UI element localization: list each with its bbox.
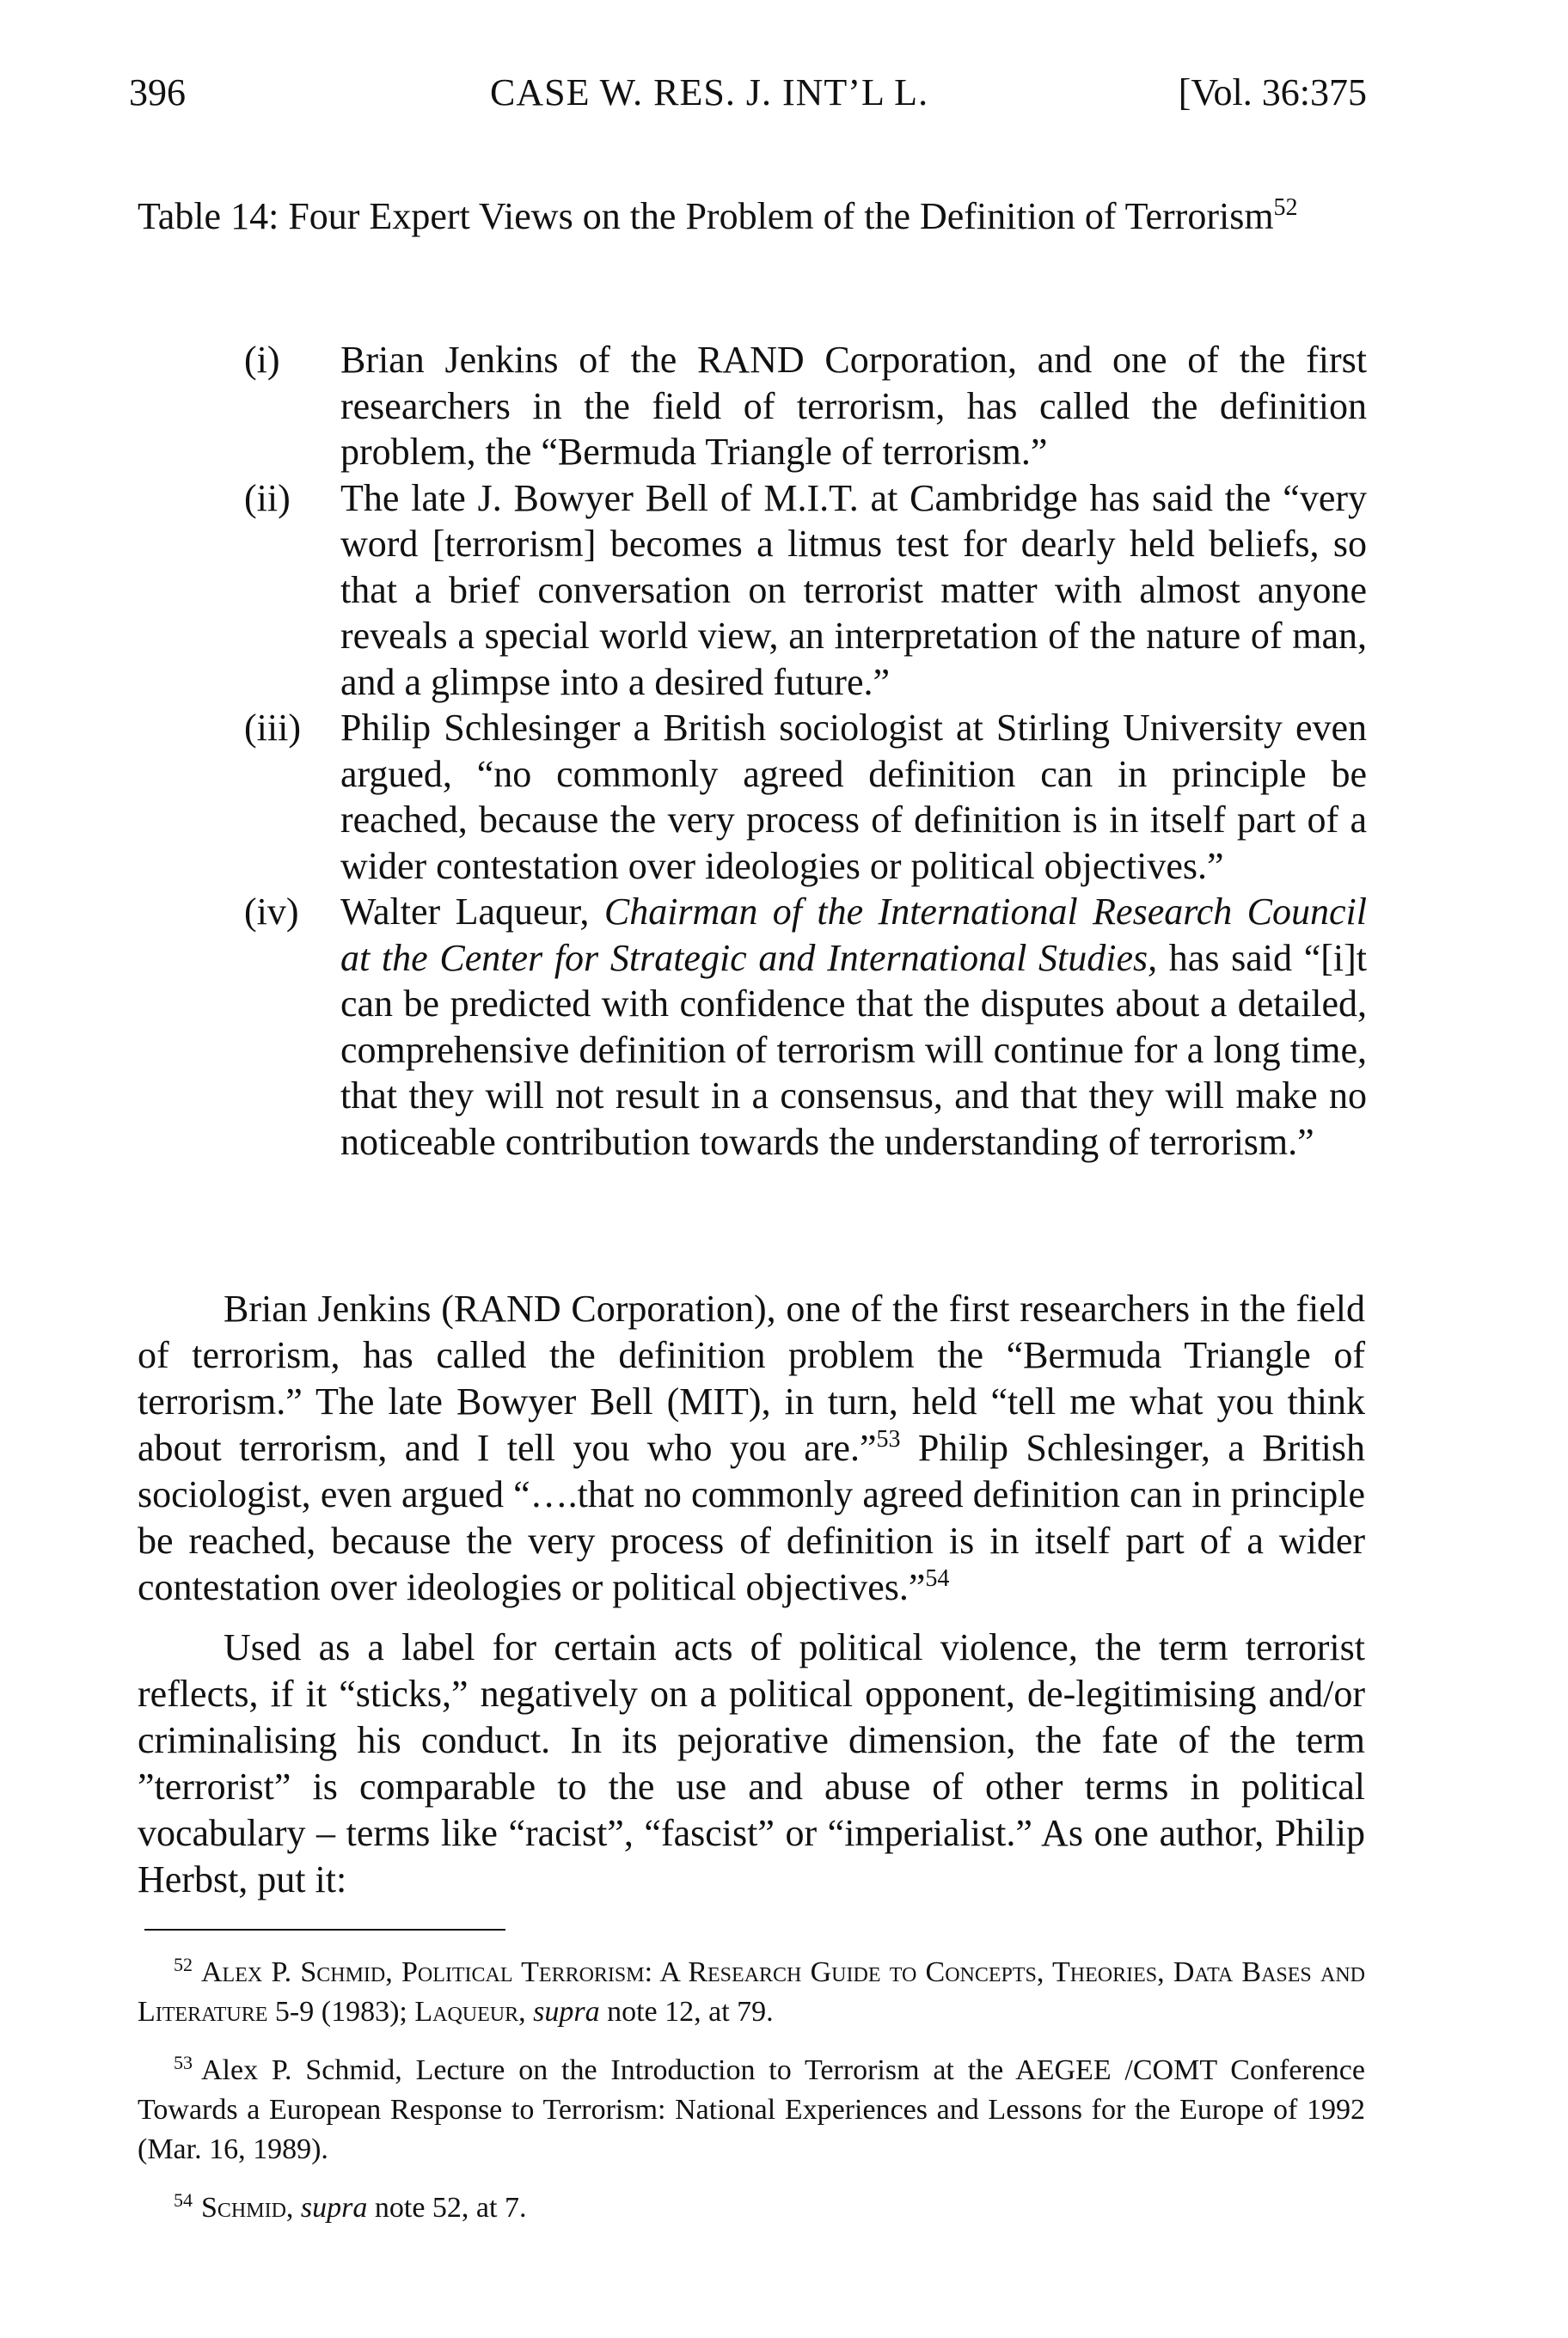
journal-title: CASE W. RES. J. INT’L L. <box>490 71 929 113</box>
footnotes <box>138 1953 1365 2247</box>
footnote-number: 54 <box>174 2189 193 2211</box>
body-paragraph <box>138 1286 1365 1611</box>
footnote-ref-54[interactable]: 54 <box>925 1565 950 1592</box>
footnote-ref-53[interactable]: 53 <box>876 1426 901 1453</box>
expert-views-list <box>138 337 1367 1165</box>
footnote-number: 53 <box>174 2052 193 2073</box>
footnote-supra: supra <box>525 1996 600 2028</box>
list-item-text <box>340 889 1367 1165</box>
footnote-citation: Alex P. Schmid, Lecture on the Introduction to Terrorism at the AEGEE /COMT Conference Towards a European Response to Terrorism: National Experiences and Lessons for the Europe of 1992 (Mar. 16, 1989). <box>138 2054 1365 2165</box>
list-item-title-italic: Chairman of the International Research Council at the Center for Strategic and International Studies, <box>340 891 1367 979</box>
list-marker: (i) <box>244 339 280 381</box>
list-item-text: The late J. Bowyer Bell of M.I.T. at Cambridge has said the “very word [terrorism] becomes a litmus test for dearly held beliefs, so that a brief conversation on terrorist matter with almost anyone reveals a special world view, an interpretation of the nature of man, and a glimpse into a desired future.” <box>340 476 1367 703</box>
footnote-54 <box>138 2188 1365 2228</box>
table-title <box>138 191 1358 242</box>
list-item-text-rest: has said “[i]t can be predicted with confidence that the disputes about a detailed, comprehensive definition of terrorism will continue for a long time, that they will not result in a consensus, and that they will make no noticeable contribution towards the understanding of terrorism.” <box>340 936 1368 1163</box>
list-marker: (iv) <box>244 891 299 933</box>
list-marker: (iii) <box>244 707 301 749</box>
footnote-citation: 5-9 (1983); <box>267 1996 415 2028</box>
page-number: 396 <box>129 71 186 113</box>
list-item-text-lead: Walter Laqueur, <box>340 891 604 933</box>
footnote-53 <box>138 2051 1365 2170</box>
footnote-52 <box>138 1953 1365 2032</box>
footnote-ref-52[interactable]: 52 <box>1273 194 1298 221</box>
footnote-citation: Schmid, <box>201 2192 294 2224</box>
volume-citation: [Vol. 36:375 <box>1178 71 1367 113</box>
list-item <box>138 475 1367 706</box>
footnote-number: 52 <box>174 1954 193 1975</box>
footnote-supra: supra <box>293 2192 368 2224</box>
body-paragraph: Used as a label for certain acts of political violence, the term terrorist reflects, if it “sticks,” negatively on a political opponent, de-legitimising and/or criminalising his conduct. In its pejorative dimension, the fate of the term ”terrorist” is comparable to the use and abuse of other terms in political vocabulary – terms like “racist”, “fascist” or “imperialist.” As one author, Philip Herbst, put it: <box>138 1626 1365 1900</box>
list-item-text: Brian Jenkins of the RAND Corporation, and one of the first researchers in the field of terrorism, has called the definition problem, the “Bermuda Triangle of terrorism.” <box>340 339 1367 473</box>
footnote-citation: note 12, at 79. <box>599 1996 774 2028</box>
list-item-text: Philip Schlesinger a British sociologist at Stirling University even argued, “no commonly agreed definition can in principle be reached, because the very process of definition is in itself part of a wider contestation over ideologies or political objectives.” <box>340 707 1367 887</box>
running-header <box>129 67 1367 119</box>
footnote-citation: note 52, at 7. <box>367 2192 527 2224</box>
footnote-citation: Alex P. Schmid, Political Terrorism: A Research Guide to Concepts, Theories, Data Bases and Literature <box>138 1956 1365 2028</box>
paragraph-text: Brian Jenkins (RAND Corporation), one of the first researchers in the field of terrorism, has called the definition problem the “Bermuda Triangle of terrorism.” The late Bowyer Bell (MIT), in turn, held “tell me what you think about terrorism, and I tell you who you are.” <box>138 1288 1365 1469</box>
list-marker: (ii) <box>244 476 291 519</box>
list-item <box>138 889 1367 1165</box>
body-text <box>138 1286 1365 1917</box>
paragraph-text: Philip Schlesinger, a British sociologist, even argued “….that no commonly agreed definition can in principle be reached, because the very process of definition is in itself part of a wider contestation over ideologies or political objectives.” <box>138 1427 1365 1608</box>
table-title-text: Table 14: Four Expert Views on the Problem of the Definition of Terrorism <box>138 195 1274 237</box>
list-item <box>138 337 1367 475</box>
footnote-divider <box>144 1929 505 1931</box>
list-item <box>138 705 1367 889</box>
footnote-citation: Laqueur, <box>414 1996 526 2028</box>
